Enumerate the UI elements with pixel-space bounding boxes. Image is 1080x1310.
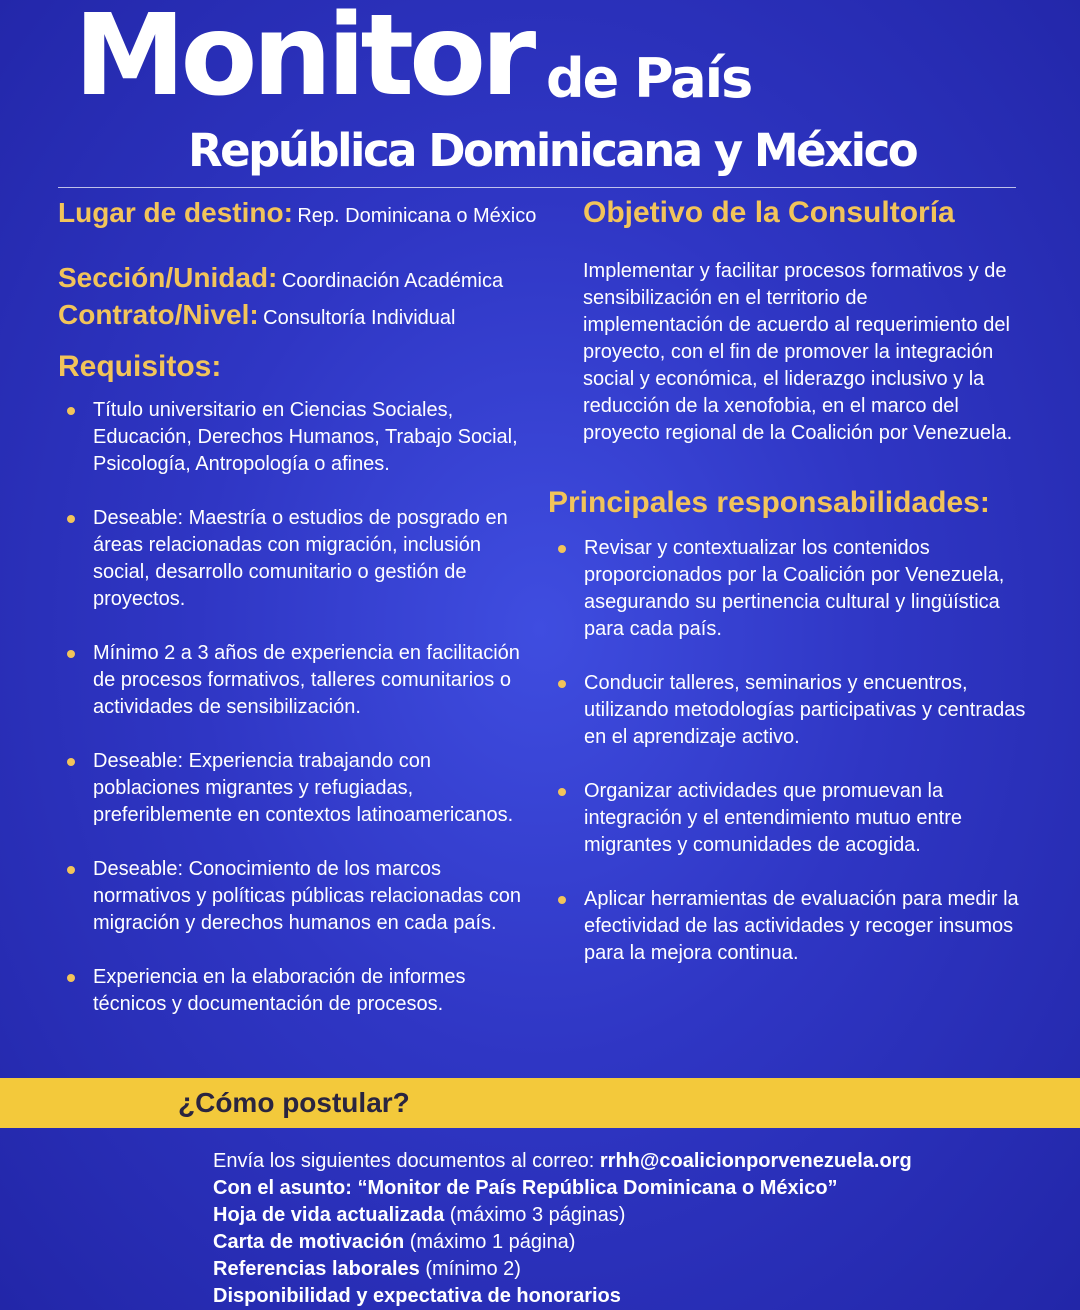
postular-heading: ¿Cómo postular? [178,1087,410,1118]
list-item: Revisar y contextualizar los contenidos proporcionados por la Coalición por Venezuela, asegurando su pertinencia cultural y lingüística para cada país. [549,535,1029,643]
doc-item: Disponibilidad y expectativa de honorarios [213,1285,621,1307]
list-item: Deseable: Maestría o estudios de posgrado en áreas relacionadas con migración, inclusión social, desarrollo comunitario o gestión de proyectos. [58,505,528,613]
bullet-icon [67,974,75,982]
list-item: Título universitario en Ciencias Sociales, Educación, Derechos Humanos, Trabajo Social, Psicología, Antropología o afines. [58,397,528,478]
bullet-icon [67,758,75,766]
list-item: Deseable: Conocimiento de los marcos normativos y políticas públicas relacionadas con migración y derechos humanos en cada país. [58,856,528,937]
objetivo-text: Implementar y facilitar procesos formativos y de sensibilización en el territorio de implementación de acuerdo al requerimiento del proyecto, con el fin de promover la integración social y económica, el liderazgo inclusivo y la reducción de la xenofobia, en el marco del proyecto regional de la Coalición por Venezuela. [583,260,1013,444]
postular-intro: Envía los siguientes documentos al correo: [213,1150,600,1172]
list-item: Conducir talleres, seminarios y encuentros, utilizando metodologías participativas y centradas en el aprendizaje activo. [549,670,1029,751]
bullet-icon [558,788,566,796]
responsabilidades-heading: Principales responsabilidades: [548,486,990,519]
field-lugar-label: Lugar de destino: [58,197,293,228]
field-seccion [58,262,548,294]
responsabilidades-list [549,535,1029,994]
postular-details [213,1148,1063,1310]
title-countries: República Dominicana y México [188,124,917,177]
email-link[interactable]: rrhh@coalicionporvenezuela.org [599,1150,912,1172]
field-contrato-label: Contrato/Nivel: [58,299,259,330]
doc-item: Carta de motivación (máximo 1 página) [213,1231,576,1253]
bullet-icon [67,407,75,415]
doc-item: Hoja de vida actualizada (máximo 3 páginas) [213,1204,626,1226]
field-contrato-value: Consultoría Individual [263,307,456,329]
bullet-icon [558,896,566,904]
title-monitor: Monitor [74,0,532,121]
list-item: Mínimo 2 a 3 años de experiencia en facilitación de procesos formativos, talleres comunitarios o actividades de sensibilización. [58,640,528,721]
bullet-icon [67,515,75,523]
postular-intro-line [213,1148,1063,1175]
list-item: Experiencia en la elaboración de informes técnicos y documentación de procesos. [58,964,528,1018]
bullet-icon [558,680,566,688]
list-item: Deseable: Experiencia trabajando con poblaciones migrantes y refugiadas, preferiblemente en contextos latinoamericanos. [58,748,528,829]
postular-band [0,1078,1080,1128]
bullet-icon [558,545,566,553]
requisitos-heading: Requisitos: [58,350,222,383]
bullet-icon [67,650,75,658]
field-lugar [58,197,548,229]
title-de-pais: de País [546,47,752,110]
header-divider [58,187,1016,188]
objetivo-heading: Objetivo de la Consultoría [583,196,955,229]
bullet-icon [67,866,75,874]
field-contrato [58,299,548,331]
list-item: Organizar actividades que promuevan la integración y el entendimiento mutuo entre migrantes y comunidades de acogida. [549,778,1029,859]
postular-subject: Con el asunto: “Monitor de País República Dominicana o México” [213,1177,838,1199]
doc-item: Referencias laborales (mínimo 2) [213,1258,521,1280]
field-seccion-value: Coordinación Académica [281,270,504,292]
requisitos-list [58,397,528,1045]
field-lugar-value: Rep. Dominicana o México [297,205,537,227]
list-item: Aplicar herramientas de evaluación para medir la efectividad de las actividades y recoger insumos para la mejora continua. [549,886,1029,967]
field-seccion-label: Sección/Unidad: [58,262,278,293]
